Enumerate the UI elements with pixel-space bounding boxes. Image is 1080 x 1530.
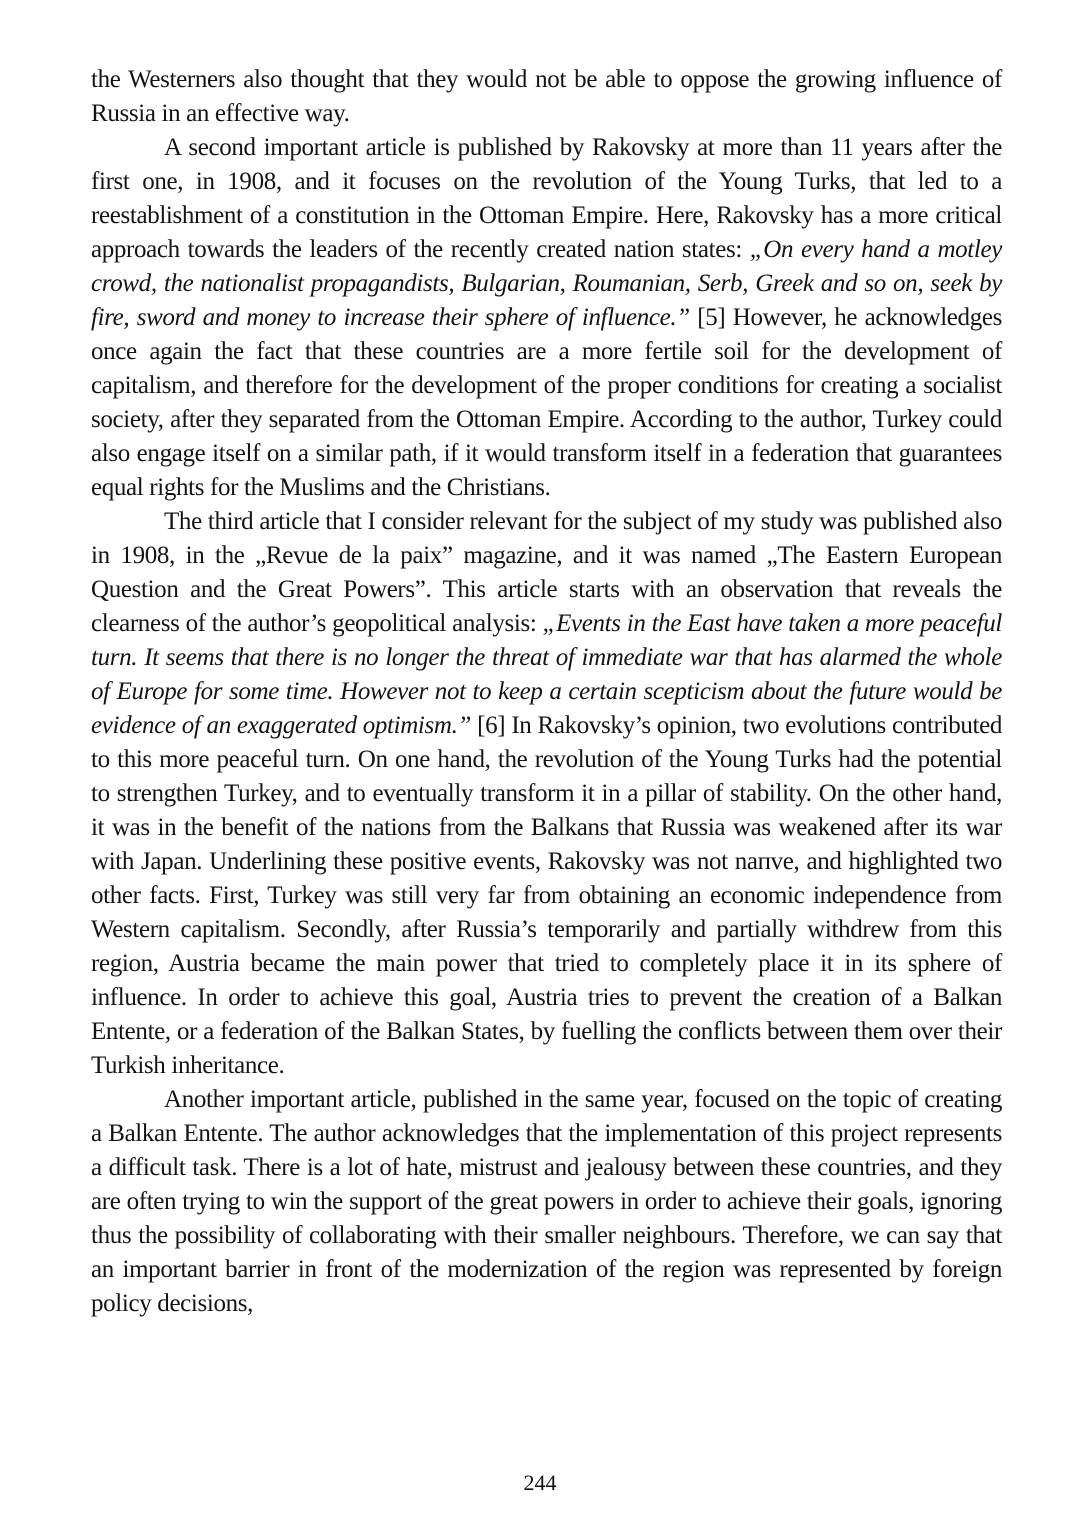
paragraph-4-text: Another important article, published in the same year, focused on the topic of creating a Balkan Entente. The author acknowledges that the implementation of this project represents a difficult task. There is a lot of hate, mistrust and jealousy between these countries, and they are often trying to win the support of the great powers in order to achieve their goals, ignoring thus the possibility of collaborating with their smaller neighbours. Therefore, we can say that an important barrier in front of the modernization of the region was represented by foreign policy decisions, (91, 1086, 1002, 1317)
page-body (91, 63, 1002, 1321)
page-number: 244 (523, 1470, 557, 1495)
paragraph-3-text-a: The third article that I consider relevant for the subject of my study was published also in 1908, in the „Revue de la paix” magazine, and it was named „The Eastern European Question and the Great Powers”. This article starts with an observation that reveals the clearness of the author’s geopolitical analysis: (91, 508, 1002, 637)
paragraph-1-text: the Westerners also thought that they would not be able to oppose the growing influence of Russia in an effective way. (91, 66, 1002, 127)
paragraph-2 (91, 131, 1002, 505)
paragraph-4 (91, 1083, 1002, 1321)
paragraph-2-quote: „On every hand a motley crowd, the nationalist propagandists, Bulgarian, Roumanian, Serb, Greek and so on, seek by fire, sword and money to increase their sphere of influence.” (91, 236, 1002, 331)
paragraph-1 (91, 63, 1002, 131)
paragraph-2-text-a: A second important article is published by Rakovsky at more than 11 years after the first one, in 1908, and it focuses on the revolution of the Young Turks, that led to a reestablishment of a constitution in the Ottoman Empire. Here, Rakovsky has a more critical approach towards the leaders of the recently created nation states: (91, 134, 1002, 263)
paragraph-2-text-b: [5] However, he acknowledges once again the fact that these countries are a more fertile soil for the development of capitalism, and therefore for the development of the proper conditions for creating a socialist society, after they separated from the Ottoman Empire. According to the author, Turkey could also engage itself on a similar path, if it would transform itself in a federation that guarantees equal rights for the Muslims and the Christians. (91, 304, 1002, 501)
paragraph-3 (91, 505, 1002, 1083)
paragraph-3-text-b: [6] In Rakovsky’s opinion, two evolutions contributed to this more peaceful turn. On one hand, the revolution of the Young Turks had the potential to strengthen Turkey, and to eventually transform it in a pillar of stability. On the other hand, it was in the benefit of the nations from the Balkans that Russia was weakened after its war with Japan. Underlining these positive events, Rakovsky was not naпve, and highlighted two other facts. First, Turkey was still very far from obtaining an economic independence from Western capitalism. Secondly, after Russia’s temporarily and partially withdrew from this region, Austria became the main power that tried to completely place it in its sphere of influence. In order to achieve this goal, Austria tries to prevent the creation of a Balkan Entente, or a federation of the Balkan States, by fuelling the conflicts between them over their Turkish inheritance. (91, 712, 1002, 1079)
paragraph-3-quote: „Events in the East have taken a more peaceful turn. It seems that there is no longer the threat of immediate war that has alarmed the whole of Europe for some time. However not to keep a certain scepticism about the future would be evidence of an exaggerated optimism.” (91, 610, 1002, 739)
